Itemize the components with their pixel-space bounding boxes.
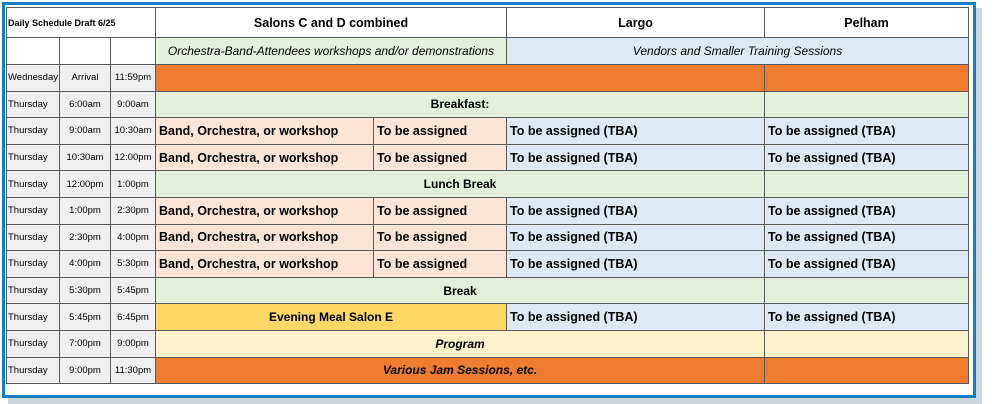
assign-cell: To be assigned (374, 118, 507, 145)
pelham-cell: To be assigned (TBA) (765, 224, 969, 251)
program-label: Program (156, 330, 765, 357)
breakfast-label: Breakfast: (156, 91, 765, 118)
lunch-pelham (765, 171, 969, 198)
end-cell: 6:45pm (111, 304, 156, 331)
day-cell: Thursday (7, 330, 60, 357)
break-pelham (765, 277, 969, 304)
largo-cell: To be assigned (TBA) (507, 304, 765, 331)
day-cell: Thursday (7, 251, 60, 278)
day-cell: Thursday (7, 197, 60, 224)
table-row (7, 91, 969, 118)
start-cell: 5:45pm (60, 304, 111, 331)
end-cell: 12:00pm (111, 144, 156, 171)
header-largo: Largo (507, 8, 765, 38)
subheader-blank-1 (7, 38, 60, 65)
day-cell: Thursday (7, 118, 60, 145)
jam-sessions-pelham (765, 357, 969, 384)
lunch-label: Lunch Break (156, 171, 765, 198)
table-row (7, 224, 969, 251)
table-row (7, 65, 969, 92)
end-cell: 1:00pm (111, 171, 156, 198)
start-cell: 2:30pm (60, 224, 111, 251)
table-row (7, 144, 969, 171)
end-cell: 5:45pm (111, 277, 156, 304)
end-cell: 10:30am (111, 118, 156, 145)
end-cell: 11:30pm (111, 357, 156, 384)
session-cell: Band, Orchestra, or workshop (156, 144, 374, 171)
end-cell: 4:00pm (111, 224, 156, 251)
day-cell: Thursday (7, 277, 60, 304)
start-cell: 9:00am (60, 118, 111, 145)
subheader-salons: Orchestra-Band-Attendees workshops and/or demonstrations (156, 38, 507, 65)
schedule-table (6, 7, 969, 384)
end-cell: 11:59pm (111, 65, 156, 92)
pelham-cell: To be assigned (TBA) (765, 144, 969, 171)
end-cell: 5:30pm (111, 251, 156, 278)
subheader-blank-2 (60, 38, 111, 65)
largo-cell: To be assigned (TBA) (507, 224, 765, 251)
table-row (7, 118, 969, 145)
largo-cell: To be assigned (TBA) (507, 197, 765, 224)
largo-cell: To be assigned (TBA) (507, 251, 765, 278)
start-cell: 1:00pm (60, 197, 111, 224)
assign-cell: To be assigned (374, 224, 507, 251)
table-row (7, 251, 969, 278)
assign-cell: To be assigned (374, 251, 507, 278)
header-salons: Salons C and D combined (156, 8, 507, 38)
break-label: Break (156, 277, 765, 304)
subheader-row (7, 38, 969, 65)
start-cell: 6:00am (60, 91, 111, 118)
largo-cell: To be assigned (TBA) (507, 144, 765, 171)
header-pelham: Pelham (765, 8, 969, 38)
table-row (7, 171, 969, 198)
assign-cell: To be assigned (374, 144, 507, 171)
end-cell: 2:30pm (111, 197, 156, 224)
start-cell: 5:30pm (60, 277, 111, 304)
table-row (7, 304, 969, 331)
pelham-cell: To be assigned (TBA) (765, 304, 969, 331)
start-cell: 12:00pm (60, 171, 111, 198)
start-cell: Arrival (60, 65, 111, 92)
table-row (7, 197, 969, 224)
end-cell: 9:00pm (111, 330, 156, 357)
day-cell: Thursday (7, 91, 60, 118)
header-row (7, 8, 969, 38)
start-cell: 7:00pm (60, 330, 111, 357)
assign-cell: To be assigned (374, 197, 507, 224)
jam-sessions-label: Various Jam Sessions, etc. (156, 357, 765, 384)
largo-cell: To be assigned (TBA) (507, 118, 765, 145)
evening-meal-label: Evening Meal Salon E (156, 304, 507, 331)
day-cell: Thursday (7, 171, 60, 198)
schedule-title: Daily Schedule Draft 6/25 (7, 8, 156, 38)
pelham-cell: To be assigned (TBA) (765, 251, 969, 278)
day-cell: Thursday (7, 304, 60, 331)
day-cell: Wednesday (7, 65, 60, 92)
start-cell: 9:00pm (60, 357, 111, 384)
day-cell: Thursday (7, 357, 60, 384)
table-row (7, 330, 969, 357)
subheader-blank-3 (111, 38, 156, 65)
table-row (7, 277, 969, 304)
start-cell: 10:30am (60, 144, 111, 171)
arrival-pelham-block (765, 65, 969, 92)
breakfast-pelham (765, 91, 969, 118)
arrival-block (156, 65, 765, 92)
day-cell: Thursday (7, 224, 60, 251)
end-cell: 9:00am (111, 91, 156, 118)
subheader-vendors: Vendors and Smaller Training Sessions (507, 38, 969, 65)
session-cell: Band, Orchestra, or workshop (156, 251, 374, 278)
program-pelham (765, 330, 969, 357)
pelham-cell: To be assigned (TBA) (765, 197, 969, 224)
pelham-cell: To be assigned (TBA) (765, 118, 969, 145)
start-cell: 4:00pm (60, 251, 111, 278)
session-cell: Band, Orchestra, or workshop (156, 197, 374, 224)
day-cell: Thursday (7, 144, 60, 171)
table-row (7, 357, 969, 384)
session-cell: Band, Orchestra, or workshop (156, 224, 374, 251)
session-cell: Band, Orchestra, or workshop (156, 118, 374, 145)
